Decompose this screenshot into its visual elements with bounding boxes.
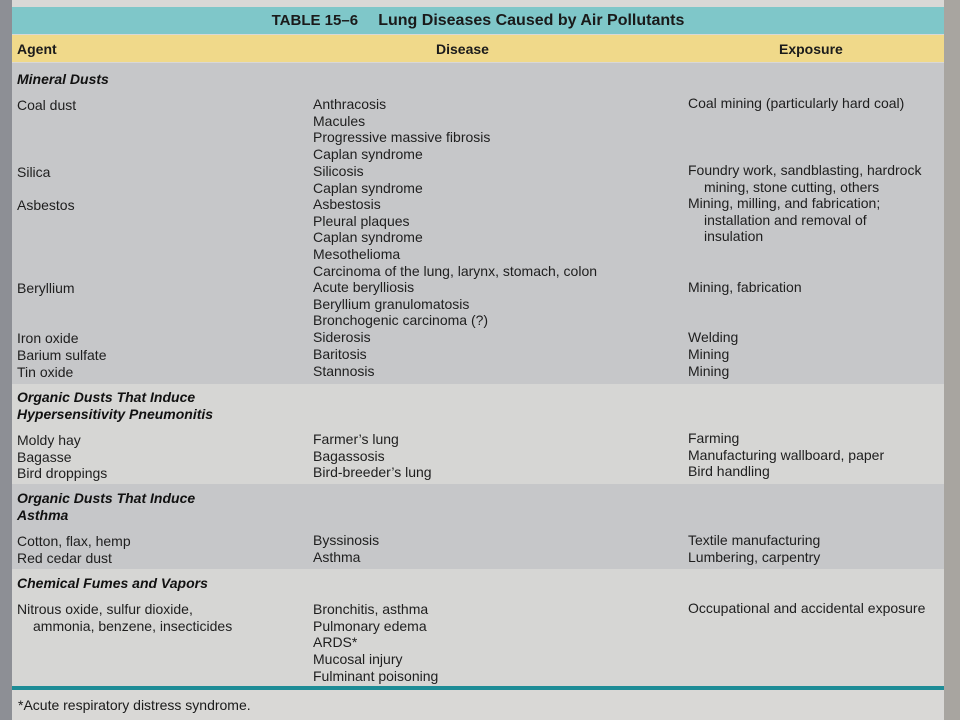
disease-cell: Asbestosis Pleural plaques Caplan syndrome Mesothelioma Carcinoma of the lung, larynx, stomach, colon: [313, 196, 598, 279]
table-number: TABLE 15–6: [271, 12, 359, 29]
agent-cell: Iron oxide: [17, 330, 79, 346]
header-disease: Disease: [436, 41, 489, 57]
column-header-row: [12, 35, 944, 62]
exposure-cell: Textile manufacturing Lumbering, carpentry: [688, 532, 821, 565]
table-page: [12, 0, 960, 720]
exposure-cell: Foundry work, sandblasting, hardrock mining, stone cutting, others: [688, 162, 922, 195]
table-title: Lung Diseases Caused by Air Pollutants: [378, 12, 685, 29]
agent-cell: Asbestos: [17, 197, 75, 213]
header-exposure: Exposure: [779, 41, 843, 57]
disease-cell: Acute berylliosis Beryllium granulomatosis Bronchogenic carcinoma (?): [313, 279, 489, 329]
disease-cell: Silicosis Caplan syndrome: [313, 163, 423, 196]
exposure-cell: Occupational and accidental exposure: [688, 600, 926, 616]
section-title: Organic Dusts That Induce Asthma: [17, 490, 196, 523]
disease-cell: Stannosis: [313, 363, 375, 379]
disease-cell: Byssinosis Asthma: [313, 532, 380, 565]
disease-cell: Bronchitis, asthma Pulmonary edema ARDS* Mucosal injury Fulminant poisoning: [313, 601, 439, 684]
exposure-cell: Mining, milling, and fabrication; installation and removal of insulation: [688, 195, 881, 245]
disease-cell: Siderosis: [313, 329, 371, 345]
agent-cell: Cotton, flax, hemp Red cedar dust: [17, 533, 131, 566]
agent-cell: Beryllium: [17, 280, 75, 296]
exposure-cell: Mining: [688, 346, 730, 362]
exposure-cell: Mining: [688, 363, 730, 379]
disease-cell: Anthracosis Macules Progressive massive fibrosis Caplan syndrome: [313, 96, 491, 163]
header-agent: Agent: [17, 41, 57, 57]
agent-cell: Nitrous oxide, sulfur dioxide, ammonia, benzene, insecticides: [17, 601, 233, 634]
agent-cell: Tin oxide: [17, 364, 74, 380]
agent-cell: Coal dust: [17, 97, 77, 113]
section-title: Organic Dusts That Induce Hypersensitivity Pneumonitis: [17, 389, 214, 422]
section-title: Mineral Dusts: [17, 71, 109, 87]
agent-cell: Silica: [17, 164, 51, 180]
footnote: *Acute respiratory distress syndrome.: [18, 697, 251, 713]
exposure-cell: Welding: [688, 329, 739, 345]
bottom-rule: [12, 686, 944, 690]
agent-cell: Moldy hay Bagasse Bird droppings: [17, 432, 108, 482]
exposure-cell: Mining, fabrication: [688, 279, 802, 295]
page-shadow: [944, 0, 960, 720]
page-edge: [0, 0, 12, 720]
table-title-bar: [12, 7, 944, 34]
disease-cell: Baritosis: [313, 346, 367, 362]
agent-cell: Barium sulfate: [17, 347, 107, 363]
exposure-cell: Coal mining (particularly hard coal): [688, 95, 905, 111]
section-title: Chemical Fumes and Vapors: [17, 575, 208, 591]
exposure-cell: Farming Manufacturing wallboard, paper Bird handling: [688, 430, 885, 480]
disease-cell: Farmer’s lung Bagassosis Bird-breeder’s lung: [313, 431, 432, 481]
